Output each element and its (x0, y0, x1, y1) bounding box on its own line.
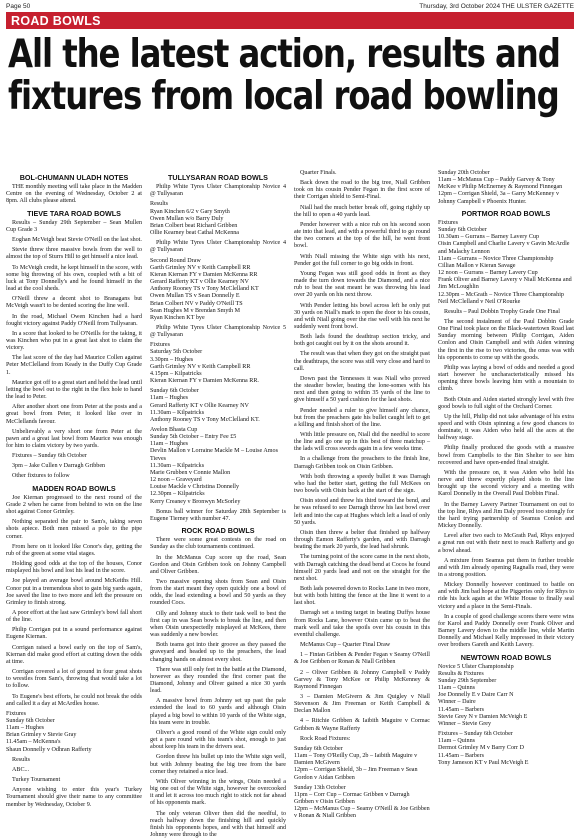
fixture-line: 11.30am – Kilpatricks (150, 463, 286, 470)
paragraph: Both lads powered down to Rocks Lane in two more, but with both hitting the fence at the line it went to a last shot. (294, 586, 430, 607)
section-title: ROAD BOWLS (11, 14, 101, 28)
fixture-line: Owen Mullan TS v Sean Donnelly E (150, 293, 286, 300)
paragraph: 3 – Damien McGivern & Jim Quigley v Niall Stevenson & Jim Freeman or Keith Campbell & Declan Mallon (294, 694, 430, 715)
subheading: ROCK ROAD BOWLS (150, 527, 286, 534)
paragraph: Corrigan raised a bowl early on the top of Sam's, Kiernan did make good effort at cutting down the odds at time. (6, 645, 142, 666)
fixture-line: Novice 5 Ulster Championship (438, 664, 574, 671)
paragraph: The only veteran Oliver then did the needful, to reach halfway down the finishing hill and quickly finish his opponents hopes, and with that himself and Johnny were through to the (150, 811, 286, 839)
fixture-line: 12pm – Corrigan Shield, 3a – Garry McKenney v Johnny Campbell v Phoenix Hunter. (438, 191, 574, 205)
paragraph: Two massive opening shots from Sean and Oisin from the start meant they open quickly one a bowl of odds, the lead extending a bowl and 50 yards as they rounded Cocs. (150, 579, 286, 608)
paragraph: Philip White Tyres Ulster Championship Novice 4 @ Tullysaran (150, 184, 286, 198)
fixture-list (438, 220, 574, 306)
paragraph: A poor effort at the last saw Grimley's bowl fall short of the line. (6, 610, 142, 624)
fixture-line: Ryan Kinchen 6/2 v Gary Smyth (150, 209, 286, 216)
paragraph: A massive bowl from Johnny set up past the pale extended the lead to 60 yards and although Oisin played a big bowl to within 10 yards of the White sign, his team were in trouble. (150, 698, 286, 727)
fixture-line: Winner – Daire (438, 699, 574, 706)
paragraph: Results (6, 757, 142, 764)
paragraph: ABC... (6, 767, 142, 774)
fixture-line: Sunday 20th October (438, 170, 574, 177)
fixture-line: Garth Grimley NV v Keith Campbell RR (150, 364, 286, 371)
fixture-line: Marie Grubben v Connie Mallon (150, 470, 286, 477)
paragraph: In the McManus Cup score up the road, Sean Gordon and Oisin Gribben took on Johnny Campbell and Oliver Gribben. (150, 555, 286, 576)
fixture-line: Stevie Grey N v Damien McVeigh E (438, 714, 574, 721)
paragraph: Results – Paul Dobbin Trophy Grade One Final (438, 309, 574, 316)
paragraph: Philip was laying a bowl of odds and needed a good start however he uncharacteristically missed his opening three bowls leaving him with a mountain to climb. (438, 365, 574, 394)
fixture-line: 11pm – Corr Cup – Cormac Gribben v Darragh Gribben v Oisin Gribben (294, 792, 430, 806)
paragraph: Nothing separated the pair to Sam's, taking seven shots apiece. Both men missed a pole to the pipe corner. (6, 519, 142, 540)
fixture-line: Cillian Mallon v Kieran Savage (438, 263, 574, 270)
paragraph: Darragh set a testing target in beating Duffys house from Rocks Lane, however Oisin came up to beat the mark well and take the spoils over his cousin in this eventful challenge. (294, 610, 430, 639)
fixture-line: Results & Fixtures (438, 671, 574, 678)
fixture-list (150, 258, 286, 322)
fixture-line: 11am – Hughes (6, 725, 142, 732)
paragraph: THE monthly meeting will take place in the Madden Centre on the evening of Wednesday, October 2 at 8pm. All clubs please attend. (6, 184, 142, 205)
fixture-list (6, 711, 142, 754)
fixture-line: 11am – Quinns (438, 738, 574, 745)
fixture-line: Sean Hughes M v Brendan Smyth M (150, 308, 286, 315)
paragraph: Up the hill, Philip did not take advantage of his extra speed and with Oisin spinning a few good chances to dominate, it was Aiden who held all the aces at the halfway stage. (438, 414, 574, 443)
fixture-line: 12pm – McManus Cup – Seamy O'Neill & Joe Gribben v Ronan & Niall Gribben (294, 806, 430, 820)
fixture-line: Gerard Rafferty KT v Ollie Kearney NV (150, 279, 286, 286)
paragraph: Corrigan covered a lot of ground in four great shots to wrestles from Sam's, throwing that would take a lot to follow. (6, 669, 142, 690)
page-header (6, 2, 574, 12)
paragraph: O'Neill threw a decent shot to Branagans but McVeigh wasn't to be denied scoring the line well. (6, 296, 142, 310)
paragraph: Olly and Johnny stuck to their task well to best the first cap in was Sean bowls to break the line, and then when Oisin unexpectedly misplayed at McKees, there was suddenly a new bowler. (150, 611, 286, 640)
fixture-line: Saturday 5th October (150, 349, 286, 356)
fixture-line: Tony Jameson KT v Paul McVeigh E (438, 760, 574, 767)
fixture-line: 11am – McManus Cup – Paddy Garvey & Tony McKee v Philip McEnerney & Raymond Finnegan (438, 177, 574, 191)
fixture-line: Ryan Kinchen KT bye (150, 315, 286, 322)
column-4 (438, 170, 574, 733)
paragraph: With Niall missing the White sign with his next, Pender got the full corner to go big odds in front. (294, 254, 430, 268)
fixture-line: Fixtures (6, 711, 142, 718)
paragraph: Gordon threw his bullet up into the White sign well, but with Johnny beating the big tree from the bare corner they retained a nice lead. (150, 754, 286, 775)
fixture-line: 12 noon – Graveyard (150, 477, 286, 484)
paragraph: With the pressure on, it was Aiden who held his nerve and threw expertly played shots to the line brought up the second victory and a meeting with Karol Donnelly in the Overall Paul Dobbin Final. (438, 470, 574, 499)
paragraph: Oisin stood and threw his third toward the bend, and he was refused to see Darragh throw his last bowl over left and into the cap at Hughes which left a lead of only 50 yards. (294, 498, 430, 527)
paragraph: Oisin then threw a belter that finished up halfway through Eamon Rafferty's garden, and with Darragh beating the mark 20 yards, the lead had shrunk. (294, 530, 430, 551)
fixture-line: Sunday 6th October (150, 388, 286, 395)
paragraph: From here on it looked like Conor's day, getting the rub of the green at some vital stages. (6, 544, 142, 558)
paragraph: Bonus ball winner for Saturday 28th September is Eugene Tierney with number 47. (150, 509, 286, 523)
issue-date: Thursday, 3rd October 2024 THE ULSTER GAZETTE (419, 3, 574, 10)
column-3 (294, 170, 430, 733)
article-columns (6, 170, 574, 733)
paragraph: Philip White Tyres Ulster Championship Novice 4 @ Tullysaran (150, 240, 286, 254)
fixture-line: Kieran Kiernan FY v Damien McKenna RR. (150, 378, 286, 385)
fixture-line: Shaun Donnelly v Odhran Rafferty (6, 747, 142, 754)
subheading: MADDEN ROAD BOWLS (6, 485, 142, 492)
paragraph: Rock Road Fixtures: (294, 736, 430, 743)
fixture-line: 11am – Hughes (150, 395, 286, 402)
fixture-line: Sunday 6th October (294, 746, 430, 753)
fixture-line: Kieran Kiernan FY v Damien McKenna RR (150, 272, 286, 279)
fixture-line: 11am – Gurrans – Novice Three Championship (438, 256, 574, 263)
paragraph: With both throwing a speedy bullet it was Darragh who had the better start, getting the full McKees on two bowls with Oisin back at the start of the sign. (294, 474, 430, 495)
paragraph: Eoghan McVeigh beat Stevie O'Neill on the last shot. (6, 237, 142, 244)
paragraph: Quarter Finals. (294, 170, 430, 177)
paragraph: 3pm – Jake Cullen v Darragh Gribben (6, 463, 142, 470)
paragraph: The last score of the day had Maurice Collen against Peter McClelland from Keady in the Duffy Cup Grade 1. (6, 355, 142, 376)
paragraph: 1 – Fintan Gribben & Pender Fegan v Seamy O'Neill & Joe Gribben or Ronan & Niall Gribben (294, 652, 430, 666)
paragraph: In the Barney Lavery Partner Tournament on out to the top line, Rhys and Jim Daly proved too strongly for the hard trying partnership of Seamus Conlon and Mickey Donnelly. (438, 502, 574, 531)
fixture-list (438, 170, 574, 206)
paragraph: Niall had the much better break off, going rightly up the hill to open a 40 yards lead. (294, 205, 430, 219)
paragraph: Fixtures – Sunday 6th October (6, 453, 142, 460)
fixture-list (150, 342, 286, 385)
column-2 (150, 170, 286, 733)
fixture-line: 12 noon – Gurrans – Barney Lavery Cup (438, 270, 574, 277)
fixture-line: Anthony Rooney TS v Tony McClelland KT. (150, 417, 286, 424)
paragraph: Down past the Tennesses it was Niall who proved the steadier bowler, beating the lone-somes with his next and then going to within 35 yards of the line to give himself a 50 yard cushion for the last shots. (294, 376, 430, 405)
paragraph: Mickey Donnelly however continued to battle on and with Jim bad hope at the Piggeries only for Rhys to ride his luck again at the White House to finally seal victory and a place in the Semi-Finals. (438, 582, 574, 611)
fixture-list (150, 201, 286, 237)
paragraph: With Pender letting his bowl across left he only put 30 yards on Niall's mark to open the door to his cousin, and with Niall going over the rise well with his next he suddenly went front bowl. (294, 303, 430, 332)
paragraph: Back down the road to the big tree, Niall Gribben took on his cousin Pender Fegan in the first score of their Corrigan shield to Semi-Final. (294, 180, 430, 201)
fixture-line: 10.30am – Gurrans – Barney Lavery Cup (438, 234, 574, 241)
paragraph: Both Oisin and Aiden started strongly level with five good bowls to full sight of the Orchard Corner. (438, 397, 574, 411)
paragraph: Holding good odds at the top of the houses, Conor misplayed his bowl and lost his lead in the score. (6, 561, 142, 575)
fixture-line: Sunday 6th October (6, 718, 142, 725)
paragraph: Anyone wishing to enter this year's Turkey Tournament should give their name to any committee member by Wednesday, October 9. (6, 787, 142, 808)
paragraph: Maurice got off to a great start and held the lead until letting the bowl out to the right in the flex hole to hand the lead to Peter. (6, 380, 142, 401)
fixture-line: Brian Colbert NV v Paddy O'Neill TS (150, 301, 286, 308)
paragraph: In a couple of good challenge scores there were wins for Karol and Paddy Donnelly over Frank Oliver and Barney Lavery down to the middle line, while Martin Donnelly and Michael Kelly impressed in their victory over brothers Gareth and Keith Lavery. (438, 614, 574, 650)
fixture-line: Brian Colbert beat Richard Gribben (150, 223, 286, 230)
fixture-list (294, 785, 430, 821)
paragraph: Turkey Tournament (6, 777, 142, 784)
fixture-line: 12.30pm – Kilpatricks (150, 491, 286, 498)
subheading: TIEVE TARA ROAD BOWLS (6, 210, 142, 217)
paragraph: McManus Cup – Quarter Final Draw (294, 642, 430, 649)
fixture-line: Results (150, 201, 286, 208)
fixture-line: 11.45am – Barbers (438, 753, 574, 760)
paragraph: Philip White Tyres Ulster Championship Novice 5 @ Tullysaran (150, 325, 286, 339)
paragraph: In a challenge from the preachers to the finish line, Darragh Gribben took on Oisin Gribben. (294, 456, 430, 470)
fixture-line: Fixtures (150, 342, 286, 349)
fixture-line: Devlin Mallon v Lorraine Mackle M – Louise Amos Tieves (150, 448, 286, 462)
paragraph: In a score that looked to be O'Neills for the taking, it was Kinchen who put in a great last shot to claim the victory. (6, 331, 142, 352)
fixture-list (438, 731, 574, 767)
paragraph: Level after two each to McGrath Pad, Rhys enjoyed a great run out with their next to reach Rafferty and go a bowl ahead. (438, 533, 574, 554)
paragraph: With Oliver winning in the wings, Oisin needed a big one out of the White sign, however he overcooked it and let it across too much right to stick not far ahead of his opponents mark. (150, 779, 286, 808)
paragraph: The result was that when they got on the straight past the deathtraps, the score was still very close and hard to call. (294, 351, 430, 372)
fixture-list (294, 746, 430, 782)
fixture-line: Garth Grimley NV v Keith Campbell RR (150, 265, 286, 272)
headline: All the latest action, results and fixtures from local road bowling (8, 34, 572, 118)
paragraph: Stevie threw three massive bowls from the well to almost the top of Sturrs Hill to get himself a nice lead. (6, 247, 142, 261)
fixture-line: Kerry Creaney v Bronwyn McSorley (150, 499, 286, 506)
fixture-line: Sunday 5th October – Entry Fee £5 (150, 434, 286, 441)
paragraph: Unbelievably a very short one from Peter at the pawn and a great last bowl from Maurice was enough for him to claim victory by two yards. (6, 429, 142, 450)
fixture-line: 12.30pm – McGrath – Novice Three Championship (438, 292, 574, 299)
paragraph: Both lads found the deathtrap section tricky, and both got caught out by it on the shots around it. (294, 334, 430, 348)
fixture-line: Dermot Grimley M v Barry Corr D (438, 745, 574, 752)
fixture-list (150, 388, 286, 424)
paragraph: Philip Corrigan put in a sound performance against Eugene Kiernan. (6, 627, 142, 641)
fixture-line: Owen Mullan w/o Barry Duly (150, 216, 286, 223)
fixture-line: 12pm – Corrigan Shield, 3b – Jim Freeman v Sean Gordon v Aidan Gribben (294, 767, 430, 781)
fixture-line: 11am – Hughes (150, 441, 286, 448)
paragraph: In the road, Michael Owen Kinchen had a hard fought victory against Paddy O'Neill from Tullysaran. (6, 314, 142, 328)
paragraph: The second instalment of the Paul Dobbin Grade One Final took place on the Black-watertown Road last Sunday morning between Philip Corrigan, Aiden Conlon and Oisin Campbell and with Aiden winning the first in the rise to two victories, the onus was with his opponents to come up with the goods. (438, 319, 574, 362)
paragraph: Joe Kiernan progressed to the next round of the Grade 2 when he came from behind to win on the line shot against Conor Grimley. (6, 495, 142, 516)
fixture-line: 11am – Quinns (438, 685, 574, 692)
paragraph: Young Fegan was still good odds in front as they made the turn down towards the Diamond, and a nice rub to beat the seat meant he was throwing his lead over 20 yards on his next throw. (294, 271, 430, 300)
fixture-line: 11.45am – Barbers (438, 707, 574, 714)
paragraph: Joe played an average bowl around McKeiths Hill. Conor put in a tremendous shot to gain big yards again, Joe saved the line to two more and left the pressure on Grimley to finish strong. (6, 578, 142, 607)
fixture-line: Fixtures – Sunday 6th October (438, 731, 574, 738)
fixture-line: 11.30am – Kilpatricks (150, 410, 286, 417)
fixture-line: 11.45am – McKenna's (6, 739, 142, 746)
fixture-line: Joe Donnelly E v Daire Carr N (438, 692, 574, 699)
paragraph: There were some great contests on the road on Sunday as the club tournaments continued. (150, 537, 286, 551)
fixture-line: Ollie Kearney beat Cathal McKenna (150, 230, 286, 237)
fixture-line: Anthony Rooney TS v Tony McClelland KT (150, 286, 286, 293)
paragraph: Pender needed a ruler to give himself any chance, but from the preachers gate his bullet caught left to get a killing and finish short of the line. (294, 408, 430, 429)
fixture-line: Gerard Rafferty KT v Ollie Kearney NV (150, 403, 286, 410)
subheading: NEWTOWN ROAD BOWLS (438, 654, 574, 661)
fixture-line: Neil McClelland v Neil O'Rourke (438, 299, 574, 306)
column-1 (6, 170, 142, 733)
paragraph: A mixture from Seamus put them in further trouble and with Jim already opening Ragnalls road, they were in a strong position. (438, 558, 574, 579)
paragraph: To McVeigh credit, he kept himself in the score, with some big throwing of his own, coupled with a bit of luck at Tony Donnelly's and he found himself in the lead at the cool sheds. (6, 265, 142, 294)
fixture-line: Frank Oliver and Barney Lavery v Niall McKenna and Jim McLoughlin (438, 277, 574, 291)
fixture-line: 3.30pm – Hughes (150, 357, 286, 364)
paragraph: Both teams got into their groove as they passed the graveyard and headed up to the preachers, the lead changing hands on almost every shot. (150, 642, 286, 663)
fixture-line: 11am – Tony O'Reilly Cup, 2b – Iaibith Maguire v Damien McGivern (294, 753, 430, 767)
fixture-line: 4.15pm – Kilpatricks (150, 371, 286, 378)
paragraph: Oliver's a good round of the White sign could only get a pare round with his team's shot, enough to just about keep his team in the drivers seat. (150, 730, 286, 751)
fixture-list (150, 427, 286, 506)
fixture-line: Fixtures (438, 220, 574, 227)
fixture-line: Second Round Draw (150, 258, 286, 265)
paragraph: After another short one from Peter at the posts and a great bowl from Peter, it looked like over in McClellands favour. (6, 404, 142, 425)
fixture-line: Avelon Bhasta Cup (150, 427, 286, 434)
paragraph: Results – Sunday 29th September – Sean Mullen Cup Grade 3 (6, 220, 142, 234)
fixture-line: Winner – Stevie Grey (438, 721, 574, 728)
subheading: BOL-CHUMANN ULADH NOTES (6, 174, 142, 181)
fixture-line: Sunday 13th October (294, 785, 430, 792)
fixture-line: Louise Mackle v Christina Donnelly (150, 484, 286, 491)
fixture-list (438, 664, 574, 728)
fixture-line: Brian Grimley v Stevie Gray (6, 732, 142, 739)
section-banner (6, 12, 574, 29)
fixture-line: Oisin Campbell and Charlie Lavery v Gavin McArdle and Malachy Lennon (438, 241, 574, 255)
page-number: Page 50 (6, 3, 30, 10)
paragraph: There was still only feet in the battle at the Diamond, however as they rounded the first corner past the Diamond, Johnny and Oliver gained a nice 30 yards lead. (150, 667, 286, 696)
subheading: PORTMOR ROAD BOWLS (438, 210, 574, 217)
paragraph: Other fixtures to follow (6, 473, 142, 480)
paragraph: 4 – Ritchie Gribben & Iaibith Maguire v Cormac Gribben & Wayne Rafferty (294, 718, 430, 732)
paragraph: Pender however with a nice rub on his second soon ate into that lead, and with a powerful third to go round the two corners at the top of the hill, he went front bowl. (294, 222, 430, 251)
fixture-line: Sunday 29th September (438, 678, 574, 685)
paragraph: Philip finally produced the goods with a massive bowl from Campbells to the Bin Shelter to see him recovered and have open-ended final straight. (438, 445, 574, 466)
paragraph: 2 – Oliver Gribben & Johnny Campbell v Paddy Garvey & Tony McKee or Philip McKenney & Raymond Finnegan (294, 670, 430, 691)
subheading: TULLYSARAN ROAD BOWLS (150, 174, 286, 181)
paragraph: To Eugene's best efforts, he could not break the odds and called it a day at McArdles house. (6, 694, 142, 708)
paragraph: With little pressure on, Niall did the needful to score the line and go one up in this best of three matchup – the lads will cross swords again in a few weeks time. (294, 432, 430, 453)
paragraph: The turning point of the score came in the next shots, with Darragh catching the dead bend at Cocos he found himself 20 yards lead and not on the straight for the next shot. (294, 554, 430, 583)
fixture-line: Sunday 6th October (438, 227, 574, 234)
